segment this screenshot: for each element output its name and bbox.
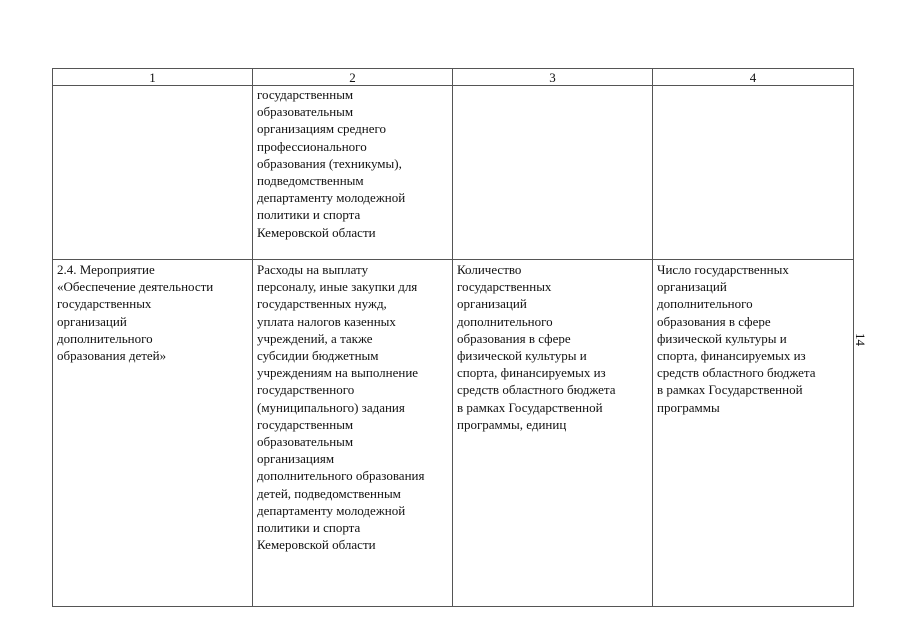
page-number: 14	[853, 333, 868, 346]
indicator-definition-cell: Число государственных организаций дополнительного образования в сфере физической культуры и спорта, финансируемых из средств областного бюджета в рамках Государственной программы	[653, 260, 854, 607]
document-table	[52, 68, 854, 607]
expenses-description-cell: Расходы на выплату персоналу, иные закупки для государственных нужд, уплата налогов казенных учреждений, а также субсидии бюджетным учреждениям на выполнение государственного (муниципального) задания государственным образовательным организациям дополнительного образования детей, подведомственным департаменту молодежной политики и спорта Кемеровской области	[253, 260, 453, 607]
table-header-row	[53, 69, 854, 86]
indicator-name-cell: Количество государственных организаций дополнительного образования в сфере физической культуры и спорта, финансируемых из средств областного бюджета в рамках Государственной программы, единиц	[453, 260, 653, 607]
event-name-cell: 2.4. Мероприятие «Обеспечение деятельности государственных организаций дополнительного образования детей»	[53, 260, 253, 607]
table-row	[53, 86, 854, 260]
table-cell	[653, 86, 854, 260]
table-cell: государственным образовательным организациям среднего профессионального образования (техникумы), подведомственным департаменту молодежной политики и спорта Кемеровской области	[253, 86, 453, 260]
table-cell	[453, 86, 653, 260]
header-cell-2: 2	[253, 69, 453, 86]
header-cell-3: 3	[453, 69, 653, 86]
header-cell-4: 4	[653, 69, 854, 86]
table-cell	[53, 86, 253, 260]
table-row	[53, 260, 854, 607]
header-cell-1: 1	[53, 69, 253, 86]
